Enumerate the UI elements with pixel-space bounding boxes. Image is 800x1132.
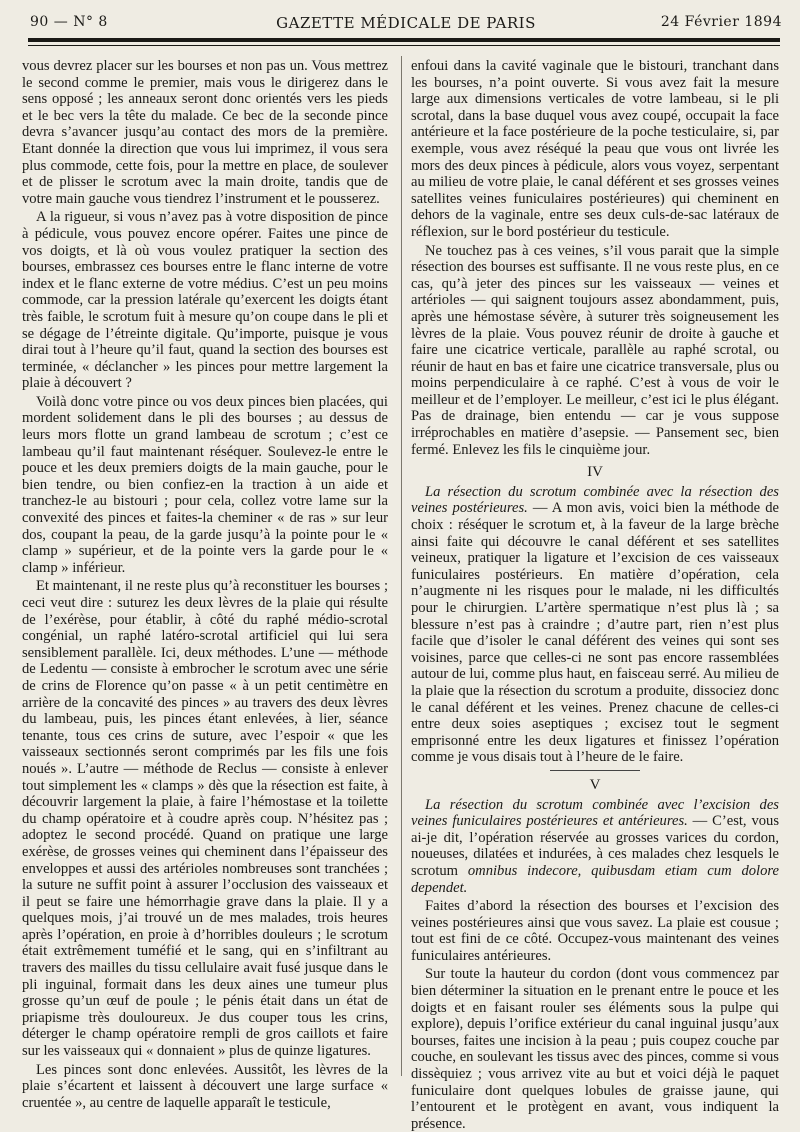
section-v-latin-quote: omnibus indecore, quibusdam etiam cum dolore dependet. — [411, 862, 780, 896]
right-paragraph-1: enfoui dans la cavité vaginale que le bistouri, tranchant dans les bourses, n’a point ouverte. Si vous avez fait la mesure large aux dimensions verticales de votre lambeau, si le pli scrotal, dans la base duquel vous avez coupé, occupait la face antérieure et la face postérieure de la poche testiculaire, si, par exemple, vous avez réséqué la peau que vous ont livrée les mors des deux pinces à pédicule, alors vous voyez, serpentant au milieu de votre plaie, le canal déférent et ses grosses veines satellites veines funiculaires postérieures) qui cheminent en dehors de la vaginale, entre ses deux culs-de-sac latéraux de réflexion, sur le bord postérieur du testicule. — [411, 58, 779, 240]
section-v-paragraph-3: Sur toute la hauteur du cordon (dont vous commencez par bien déterminer la situation en le prenant entre le pouce et les doigts et en faisant rouler ses éléments sous la pulpe qui explore), depuis l’orifice extérieur du canal inguinal jusqu’aux bourses, faites une incision à la peau ; puis coupez couche par couche, en soulevant les tissus avec des pinces, comme si vous dissèquiez ; vous arrivez vite au but et voici déjà le paquet funiculaire dont quelques lobules de graisse jaune, qui l’entourent et le protègent en avant, vous indiquent la présence. — [411, 966, 779, 1132]
section-iv-text: — A mon avis, voici bien la méthode de choix : réséquer le scrotum et, à la faveur de la large brèche ainsi faite qui découvre le canal déférent et ses satellites veineux, pratiquer la ligature et l’excision de ces vaisseaux funiculaires postérieurs. En matière d’opération, cela n’augmente ni les risques pour le malade, ni les difficultés pour le chirurgien. L’artère spermatique n’est plus là ; sa blessure n’est pas à craindre ; d’autre part, rien n’est plus facile que d’isoler le canal déférent des veines qui sont ses voisines, parce que celles-ci ne sont pas encore rassemblées autour de lui, comme plus haut, en faisceau serré. Au milieu de la plaie que la résection du scrotum a produite, dissociez donc le canal déférent et les veines. Prenez chacune de celles-ci entre deux soies aseptiques ; excisez tout le segment emprisonné entre les deux ligatures et finissez l’opération comme je vous disais tout à l’heure de le faire. — [411, 500, 780, 766]
right-column — [411, 58, 780, 1132]
section-v-paragraph-2: Faites d’abord la résection des bourses et l’excision des veines postérieures ainsi que vous savez. La plaie est cousue ; tout est fini de ce côté. Occupez-vous maintenant des veines funiculaires antérieures. — [411, 898, 779, 964]
section-divider — [550, 770, 640, 771]
section-iv-numeral: IV — [587, 464, 603, 481]
section-iv-title: La résection du scrotum combinée avec la résection des veines postérieures. — [411, 483, 779, 517]
page-header — [30, 14, 782, 36]
section-v-paragraph — [411, 797, 779, 897]
left-paragraph-5: Les pinces sont donc enlevées. Aussitôt, les lèvres de la plaie s’écartent et laissent à découvert une large surface « cruentée », au centre de laquelle apparaît le testicule, — [22, 1061, 388, 1111]
header-rule-thin — [28, 45, 780, 46]
journal-title: GAZETTE MÉDICALE DE PARIS — [276, 14, 536, 32]
right-paragraph-2: Ne touchez pas à ces veines, s’il vous parait que la simple résection des bourses est suffisante. Il ne vous reste plus, en ce cas, qu’à jeter des pinces sur les vaisseaux — veines et artérioles — qui saignent toujours assez abondamment, puis, après une hémostase sévère, à suturer très soigneusement les lèvres de la plaie. Vous pouvez réunir de droite à gauche et faire une cicatrice verticale, parallèle au raphé scrotal, ou réunir de haut en bas et faire une cicatrice transversale, plus ou moins perpendiculaire à ce raphé. C’est à vous de voir le meilleur et de l’employer. Le meilleur, c’est ici le plus élégant. Pas de drainage, bien entendu — car je vous suppose irréprochables en matière d’asepsie. — Pansement sec, bien fermé. Enlevez les fils le cinquième jour. — [411, 242, 779, 458]
section-v-title: La résection du scrotum combinée avec l’excision des veines funiculaires postérieures et antérieures. — [411, 796, 779, 830]
section-v-text: — C’est, vous ai-je dit, l’opération réservée au grosses varices du cordon, noueuses, dilatées et indurées, à ces malades chez lesquels le scrotum — [411, 813, 780, 879]
section-iv-paragraph — [411, 484, 779, 766]
left-paragraph-3: Voilà donc votre pince ou vos deux pinces bien placées, qui mordent solidement dans le pli des bourses ; au dessus de leurs mors flotte un grand lambeau de scrotum ; c’est ce lambeau qu’il faut maintenant réséquer. Soulevez-le entre le pouce et les deux premiers doigts de la main gauche, pour le bien tendre, ou bien confiez-en la traction à un aide et tranchez-le au bistouri ; pour cela, collez votre lame sur la convexité des pinces et faites-la cheminer « de ras » sur leur dos, coupant la peau, de la garde jusqu’à la pointe pour le « clamp » supérieur, et de la pointe vers la garde pour le « clamp » inférieur. — [22, 393, 388, 576]
left-column — [22, 58, 388, 1111]
left-paragraph-4: Et maintenant, il ne reste plus qu’à reconstituer les bourses ; ceci veut dire : suturez les deux lèvres de la plaie qui résulte de l’exérèse, pour établir, à côté du raphé médio-scrotal congénial, un raphé latéro-scrotal artificiel qui lui sera sensiblement parallèle. Ici, deux méthodes. L’une — méthode de Ledentu — consiste à embrocher le scrotum avec une série de crins de Florence qu’on passe « à un petit centimètre en arrière de la concavité des pinces » au travers des deux lèvres du lambeau, puis, les pinces étant enlevées, à lier, séance tenante, tous ces crins de suture, avec l’espoir « que les vaisseaux sectionnés seront comprimés par les fils une fois noués ». L’autre — méthode de Reclus — consiste à enlever tout simplement les « clamps » dès que la résection est faite, à découvrir largement la plaie, à faire l’hémostase et la toilette du champ opératoire et à coudre après coup. N’hésitez pas ; adoptez le second procédé. Quand on pratique une large exérèse, de grosses veines qui cheminent dans l’épaisseur des enveloppes et aussi des artérioles nombreuses sont tranchées ; la suture ne suffit point à assurer l’occlusion des vaisseaux et il peut se faire une hémorrhagie grave dans la plaie. Il y a quelques mois, j’ai trouvé un de mes malades, trois heures après l’opération, en proie à d’horribles douleurs ; le scrotum était extrêmement tuméfié et le sang, qui en s’infiltrant au travers des mailles du tissu cellulaire avait fusé jusque dans le pli inguinal, formait dans les deux aines une tumeur plus grosse qu’un œuf de poule ; le pénis était dans un état de priapisme très douloureux. Je dus couper tous les crins, déterger le champ opératoire rempli de gros caillots et faire sur les vaisseaux qui « donnaient » plus de quinze ligatures. — [22, 578, 388, 1060]
left-paragraph-1: vous devrez placer sur les bourses et non pas un. Vous mettrez le second comme le premier, mais vous le dirigerez dans le sens opposé ; les anneaux seront donc orientés vers les pieds et le bec vers la tête du malade. Ce bec de la seconde pince devra s’avancer jusqu’au contact des mors de la première. Etant donnée la direction que vous lui imprimez, il vous sera plus commode, cette fois, pour la mettre en place, de soulever et de plisser le scrotum avec la main droite, tandis que de votre main gauche vous tiendrez l’instrument et le pousserez. — [22, 58, 388, 207]
column-divider — [401, 56, 402, 1076]
issue-date: 24 Février 1894 — [660, 14, 782, 30]
header-rule-thick — [28, 38, 780, 42]
page-number: 90 — N° 8 — [30, 14, 108, 30]
left-paragraph-2: A la rigueur, si vous n’avez pas à votre disposition de pince à pédicule, vous pouvez encore opérer. Faites une pince de vos doigts, et là où vous voulez pratiquer la section des bourses, embrassez ces bourses entre le flanc interne de votre index et le flanc externe de votre médius. C’est un peu moins commode, car la pression latérale qu’exercent les doigts étant très faible, le scrotum fuit à mesure qu’on coupe dans le pli et se dégage de l’étreinte digitale. Qu’importe, puisque je vous dirai tout à l’heure qu’il faut, quand la section des bourses est terminée, « déclancher » les pinces pour mettre largement la plaie à découvert ? — [22, 209, 388, 392]
section-v-numeral: V — [589, 776, 601, 793]
